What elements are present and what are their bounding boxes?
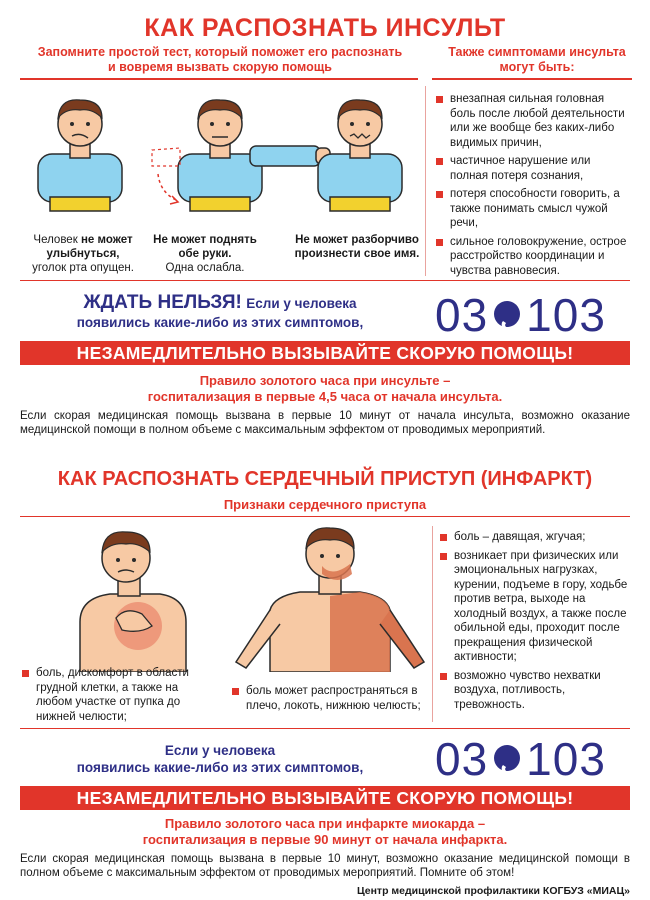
wait-headline: ЖДАТЬ НЕЛЬЗЯ!: [83, 292, 242, 313]
divider: [20, 280, 630, 281]
sign-caption-2: [150, 233, 260, 275]
sign-caption-3: [282, 233, 432, 261]
caption-bold: не может улыбнуться,: [46, 234, 133, 260]
caption-text: Одна ослабла.: [165, 262, 245, 274]
golden-hour-rule-heart: [20, 816, 630, 848]
wait-text: Если у человека: [164, 743, 276, 758]
emergency-phones: [435, 289, 606, 341]
heart-subtitle: Признаки сердечного приступа: [223, 497, 427, 512]
test-intro-line: и вовремя вызвать скорую помощь: [108, 60, 332, 74]
heart-sign-mid: [230, 684, 425, 717]
phone-icon: [494, 301, 520, 327]
wait-text: появились какие-либо из этих симптомов,: [76, 760, 364, 775]
wait-block: [20, 292, 420, 332]
heart-sign-left: [20, 666, 215, 728]
column-divider: [425, 86, 426, 276]
rule-line: госпитализация в первые 4,5 часа от начала инсульта.: [147, 389, 503, 404]
list-item: боль – давящая, жгучая;: [438, 530, 632, 545]
figure-speech-test: [318, 100, 402, 211]
list-item: сильное головокружение, острое расстройство координации и чувства равновесия.: [434, 235, 630, 279]
caption-text: Человек: [33, 234, 81, 246]
figure-chest-pain: [80, 532, 186, 672]
stroke-note: Если скорая медицинская помощь вызвана в первые 10 минут от начала инсульта, возможно оказание медицинской помощи в полном объеме с максимальным эффектом от проводимых мероприятий.: [20, 410, 630, 436]
rule-line: госпитализация в первые 90 минут от начала инфаркта.: [142, 832, 508, 847]
other-symptoms-title: [432, 45, 642, 75]
test-intro-line: Запомните простой тест, который поможет его распознать: [37, 45, 403, 59]
figure-radiating-pain: [236, 528, 424, 672]
heart-signs-right: [438, 530, 632, 716]
heart-wait-block: [20, 742, 420, 776]
heart-title: КАК РАСПОЗНАТЬ СЕРДЕЧНЫЙ ПРИСТУП (ИНФАРКТ): [57, 468, 593, 490]
test-intro: [20, 45, 420, 75]
stroke-title: КАК РАСПОЗНАТЬ ИНСУЛЬТ: [144, 14, 506, 42]
caption-text: уголок рта опущен.: [32, 262, 134, 274]
list-item: возможно чувство нехватки воздуха, потливость, тревожность.: [438, 669, 632, 713]
other-title-line: Также симптомами инсульта: [448, 45, 626, 59]
other-title-line: могут быть:: [499, 60, 575, 74]
divider: [20, 78, 418, 80]
golden-hour-rule: [20, 373, 630, 405]
sign-caption-1: [18, 233, 148, 275]
caption-bold: Не может разборчиво произнести свое имя.: [294, 234, 420, 260]
list-item: внезапная сильная головная боль после любой деятельности или же вообще без каких-либо видимых причин,: [434, 92, 630, 150]
call-ambulance-banner: НЕЗАМЕДЛИТЕЛЬНО ВЫЗЫВАЙТЕ СКОРУЮ ПОМОЩЬ!: [20, 786, 630, 810]
heart-figures-illustration: [60, 522, 430, 672]
phone-number[interactable]: 03: [435, 289, 489, 341]
phone-icon: [494, 745, 520, 771]
rule-line: Правило золотого часа при инфаркте миокарда –: [164, 816, 486, 831]
list-item: боль может распространяться в плечо, локоть, нижнюю челюсть;: [230, 684, 425, 713]
divider: [432, 78, 632, 80]
phone-number[interactable]: 103: [526, 289, 606, 341]
list-item: боль, дискомфорт в области грудной клетки, а также на любом участке от пупка до нижней челюсти;: [20, 666, 215, 724]
divider: [20, 728, 630, 729]
phone-number[interactable]: 03: [435, 733, 489, 785]
list-item: потеря способности говорить, а также понимать смысл чужой речи,: [434, 187, 630, 231]
list-item: возникает при физических или эмоциональных нагрузках, курении, подъеме в гору, ходьбе против ветра, выходе на холодный воздух, а также после обильной еды, проходит после прекращения физической активности;: [438, 549, 632, 665]
caption-bold: Не может поднять обе руки.: [153, 234, 257, 260]
divider: [20, 516, 630, 517]
heart-note: Если скорая медицинская помощь вызвана в первые 10 минут, возможно оказание медицинской помощи в полном объеме с максимальным эффектом от проводимых мероприятий. Помните об этом!: [20, 853, 630, 879]
footer-credit: Центр медицинской профилактики КОГБУЗ «МИАЦ»: [356, 885, 630, 897]
wait-text: Если у человека: [246, 296, 357, 311]
call-ambulance-banner: НЕЗАМЕДЛИТЕЛЬНО ВЫЗЫВАЙТЕ СКОРУЮ ПОМОЩЬ!: [20, 341, 630, 365]
emergency-phones: [435, 733, 606, 785]
stroke-figures-illustration: [20, 92, 420, 220]
rule-line: Правило золотого часа при инсульте –: [199, 373, 451, 388]
phone-number[interactable]: 103: [526, 733, 606, 785]
wait-text: появились какие-либо из этих симптомов,: [76, 315, 364, 330]
figure-arms-test: [152, 100, 330, 211]
list-item: частичное нарушение или полная потеря сознания,: [434, 154, 630, 183]
figure-smile-test: [38, 100, 122, 211]
other-symptoms-list: [434, 92, 630, 282]
column-divider: [432, 526, 433, 722]
